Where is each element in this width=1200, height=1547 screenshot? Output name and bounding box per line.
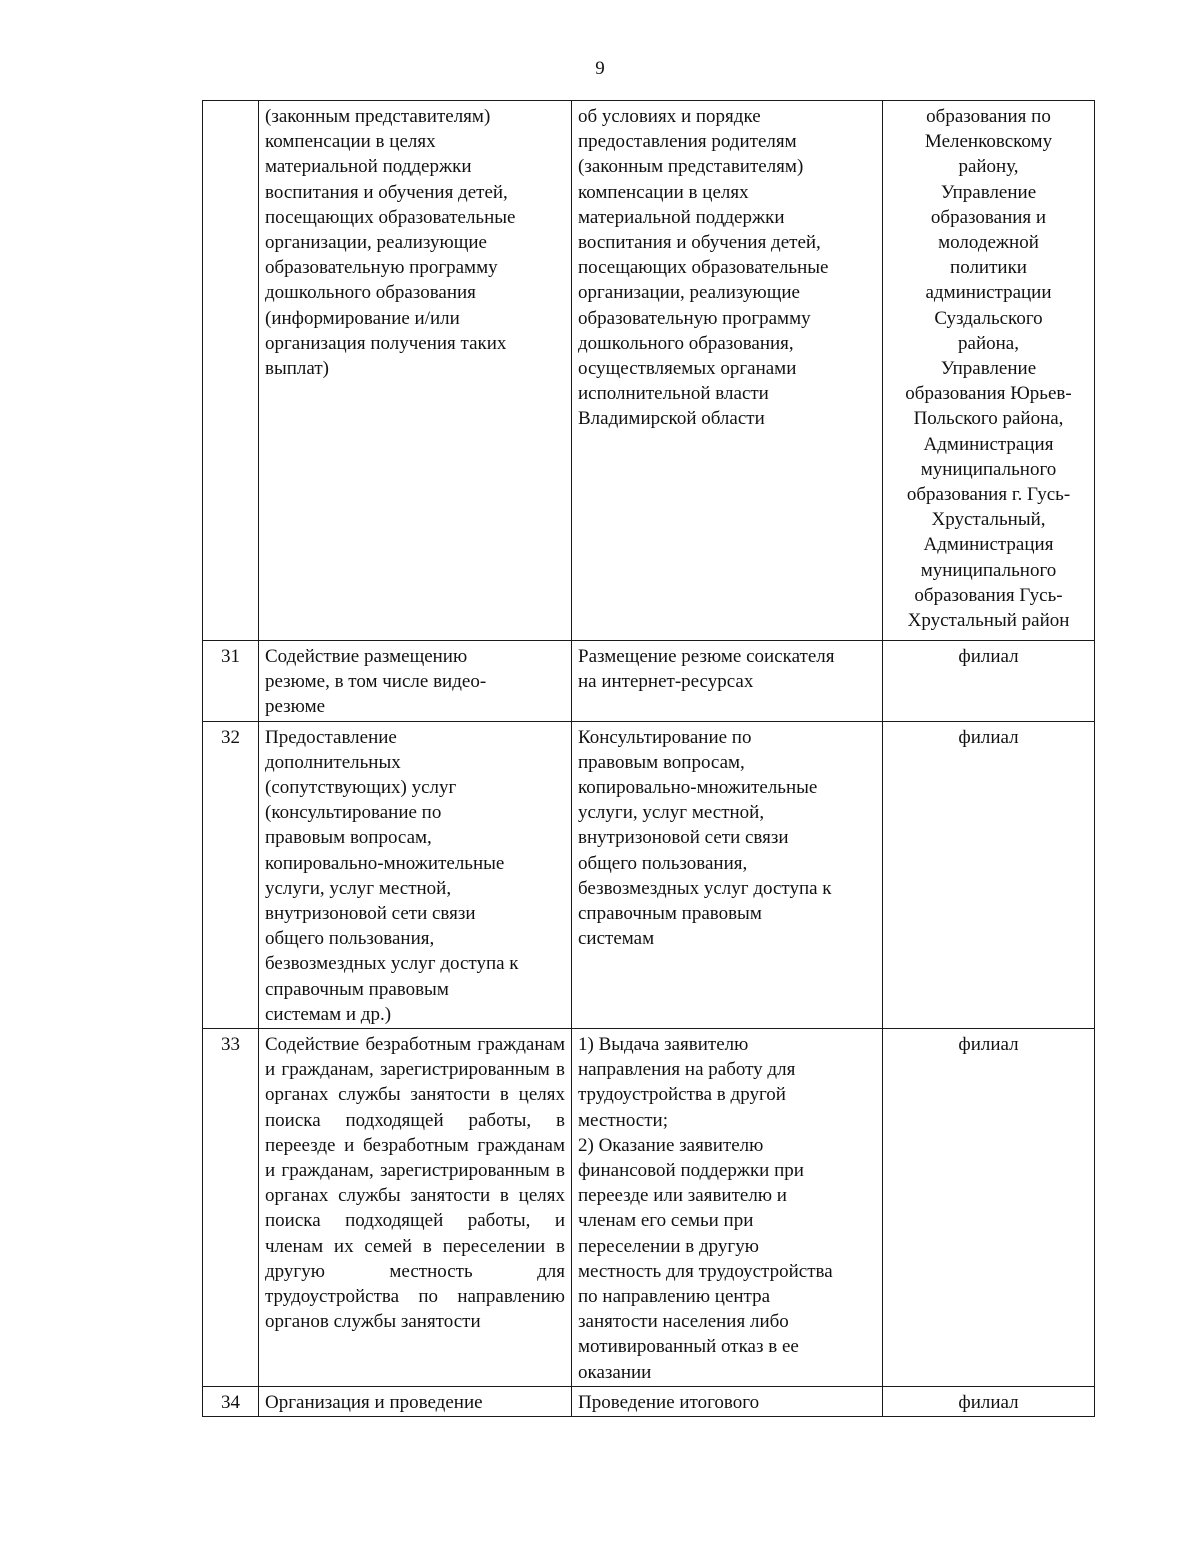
text-line: компенсации в целях [265,131,436,153]
service-name-cell [259,641,572,722]
text-line: по направлению центра [578,1286,771,1308]
text-line: системам и др.) [265,1003,392,1025]
text-line: дошкольного образования, [578,332,794,354]
text-line: района, [958,332,1019,354]
text-line: безвозмездных услуг доступа к [265,953,519,975]
text-line: организации, реализующие [265,232,487,254]
text-line: мотивированный отказ в ее [578,1336,799,1358]
text-line: копировально-множительные [265,852,505,874]
text-line: Консультирование по [578,726,752,748]
table-row [203,101,1095,641]
text-line: филиал [958,1034,1019,1056]
executor-cell [883,1029,1095,1387]
text-line: внутризоновой сети связи [265,903,476,925]
text-line: дополнительных [265,751,401,773]
service-description-cell [572,1029,883,1387]
text-line: району, [958,156,1019,178]
text-line: воспитания и обучения детей, [578,232,821,254]
text-line: членам его семьи при [578,1210,754,1232]
text-line: выплат) [265,358,329,380]
text-line: Содействие размещению [265,646,468,667]
text-line: справочным правовым [578,903,762,925]
text-line: образования Юрьев- [905,383,1072,405]
text-line: образовательную программу [578,307,811,329]
row-number-cell [203,101,259,641]
service-name-cell [259,1386,572,1416]
text-line: материальной поддержки [265,156,472,178]
executor-cell [883,721,1095,1028]
text-line: (информирование и/или [265,307,460,329]
text-line: Проведение итогового [578,1391,760,1413]
text-line: безвозмездных услуг доступа к [578,877,832,899]
text-line: Суздальского [934,307,1043,329]
text-line: занятости населения либо [578,1311,789,1333]
table-row [203,1386,1095,1416]
text-line: переселении в другую [578,1235,759,1257]
text-line: местности; [578,1109,668,1131]
text-line: образования г. Гусь- [906,484,1071,506]
text-line: копировально-множительные [578,777,818,799]
text-line: предоставления родителям [578,131,797,153]
row-number-cell: 34 [203,1386,259,1416]
text-line: Меленковскому [924,131,1053,153]
text-line: Предоставление [265,726,397,748]
text-line: Управление [940,181,1037,203]
page-number: 9 [595,58,605,79]
text-line: посещающих образовательные [265,206,516,228]
text-line: 2) Оказание заявителю [578,1134,764,1156]
text-line: образования Гусь- [914,584,1063,606]
text-line: филиал [958,726,1019,748]
table-row [203,641,1095,722]
service-description-cell [572,721,883,1028]
text-line: 1) Выдача заявителю [578,1034,749,1056]
text-line: резюме, в том числе видео- [265,671,487,693]
text-line: об условиях и порядке [578,106,761,127]
text-line: оказании [578,1361,652,1383]
text-line: услуги, услуг местной, [265,877,452,899]
text-line: трудоустройства в другой [578,1084,786,1106]
executor-cell [883,101,1095,641]
text-line: (законным представителям) [265,106,491,127]
text-line: администрации [925,282,1052,304]
text-line: правовым вопросам, [578,751,745,773]
text-line: образовательную программу [265,257,498,279]
text-line: компенсации в целях [578,181,749,203]
service-description-cell [572,1386,883,1416]
text-line: Администрация [923,433,1054,455]
text-line: Польского района, [913,408,1064,430]
service-name-cell [259,101,572,641]
text-line: местность для трудоустройства [578,1260,833,1282]
text-line: образования и [930,206,1047,228]
text-line: осуществляемых органами [578,358,797,380]
text-line: правовым вопросам, [265,827,432,849]
executor-cell [883,641,1095,722]
row-number-cell: 31 [203,641,259,722]
text-line: направления на работу для [578,1059,796,1081]
row-number-cell: 33 [203,1029,259,1387]
text-line: на интернет-ресурсах [578,671,754,693]
text-line: посещающих образовательные [578,257,829,279]
text-line: филиал [958,646,1019,667]
text-line: системам [578,928,655,950]
text-line: Размещение резюме соискателя [578,646,835,667]
text-line: Владимирской области [578,408,765,430]
text-line: Хрустальный район [907,610,1070,632]
text-line: (сопутствующих) услуг [265,777,457,799]
text-line: резюме [265,696,326,718]
text-line: переезде или заявителю и [578,1185,787,1207]
text-line: воспитания и обучения детей, [265,181,508,203]
text-line: филиал [958,1391,1019,1413]
service-description-cell [572,101,883,641]
text-line: (законным представителям) [578,156,804,178]
text-line: справочным правовым [265,978,449,1000]
table-row [203,721,1095,1028]
text-line: исполнительной власти [578,383,769,405]
service-name-cell: Содействие безработным гражданам и гражданам, зарегистрированным в органах службы занятости в целях поиска подходящей работы, в переезде и безработным гражданам и гражданам, зарегистрированным в органах службы занятости в целях поиска подходящей работы, и членам их семей в переселении в другую местность для трудоустройства по направлению органов службы занятости [259,1029,572,1387]
text-line: муниципального [920,559,1057,581]
text-line: внутризоновой сети связи [578,827,789,849]
text-line: организации, реализующие [578,282,800,304]
text-line: Управление [940,358,1037,380]
table-row [203,1029,1095,1387]
text-line: услуги, услуг местной, [578,802,765,824]
text-line: Администрация [923,534,1054,556]
text-line: общего пользования, [578,852,748,874]
services-table [202,100,1095,1417]
service-description-cell [572,641,883,722]
text-line: молодежной [938,232,1039,254]
text-line: (консультирование по [265,802,442,824]
text-line: политики [950,257,1027,279]
text-line: Организация и проведение [265,1391,483,1413]
text-line: общего пользования, [265,928,435,950]
text-line: Хрустальный, [931,509,1046,531]
service-name-cell [259,721,572,1028]
executor-cell [883,1386,1095,1416]
text-line: образования по [926,106,1051,127]
row-number-cell: 32 [203,721,259,1028]
text-line: дошкольного образования [265,282,476,304]
text-line: муниципального [920,458,1057,480]
text-line: финансовой поддержки при [578,1160,804,1182]
text-line: организация получения таких [265,332,507,354]
text-line: материальной поддержки [578,206,785,228]
